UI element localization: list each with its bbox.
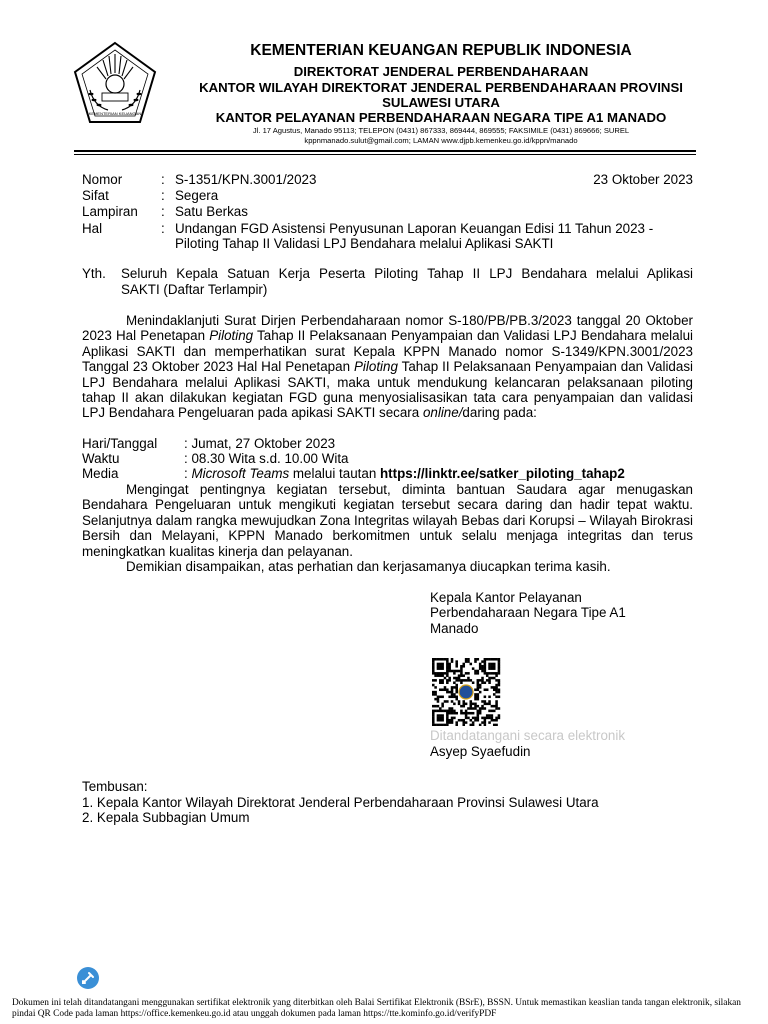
lampiran-colon: : <box>161 204 165 219</box>
paragraph-3 <box>82 559 693 574</box>
addressee-prefix: Yth. <box>82 266 106 281</box>
paragraph-1-part3: Tahap II Pelaksanaan Penyampaian dan Validasi LPJ Bendahara melalui Aplikasi SAKTI, maka untuk mendukung kelancaran pelaksanaan piloting tahap II akan dilakukan kegiatan FGD guna menyosialisasikan tata cara penyampaian dan validasi LPJ Bendahara Pengeluaran pada apikasi SAKTI secara <box>82 359 693 421</box>
signatory-name: Asyep Syaefudin <box>430 744 531 759</box>
hal-label: Hal <box>82 221 103 236</box>
bsre-icon <box>76 966 100 990</box>
nomor-value: S-1351/KPN.3001/2023 <box>175 172 317 187</box>
nomor-colon: : <box>161 172 165 187</box>
lampiran-label: Lampiran <box>82 204 138 219</box>
schedule-media-value <box>184 466 625 481</box>
signatory-title-line1: Kepala Kantor Pelayanan <box>430 590 582 605</box>
paragraph-1-em1: Piloting <box>209 328 254 344</box>
signatory-title-line3: Manado <box>430 621 479 636</box>
paragraph-1-em3: online/ <box>422 405 463 421</box>
paragraph-3-text: Demikian disampaikan, atas perhatian dan kerjasamanya diucapkan terima kasih. <box>126 559 611 574</box>
sifat-colon: : <box>161 188 165 203</box>
hal-value-line2: Piloting Tahap II Validasi LPJ Bendahara melalui Aplikasi SAKTI <box>175 236 554 251</box>
province-name: SULAWESI UTARA <box>382 95 500 110</box>
footer-e-signature-disclaimer: Dokumen ini telah ditandatangani menggunakan sertifikat elektronik yang diterbitkan oleh Balai Sertifikat Elektronik (BSrE), BSSN. Untuk memastikan keaslian tanda tangan elektronik, silakan pindai QR Code pada laman https://office.kemenkeu.go.id atau unggah dokumen pada laman https://tte.kominfo.go.id/verifyPDF <box>12 998 741 1019</box>
schedule-day-value: : Jumat, 27 Oktober 2023 <box>184 436 336 451</box>
nomor-label: Nomor <box>82 172 123 187</box>
signatory-title-line2: Perbendaharaan Negara Tipe A1 <box>430 605 626 620</box>
e-signature-note: Ditandatangani secara elektronik <box>430 728 626 743</box>
signature-qr-code[interactable] <box>430 658 502 726</box>
addressee-line2: SAKTI (Daftar Terlampir) <box>121 282 268 297</box>
paragraph-2-text: Mengingat pentingnya kegiatan tersebut, diminta bantuan Saudara agar menugaskan Bendahara Pengeluaran untuk mengikuti kegiatan tersebut secara daring dan hadir tepat waktu. Selanjutnya dalam rangka mewujudkan Zona Integritas wilayah Bebas dari Korupsi – Wilayah Birokrasi Bersih dan Melayani, KPPN Manado berkomitmen untuk selalu menjaga integritas dan terus meningkatkan kualitas kinerja dan pelayanan. <box>82 482 693 559</box>
schedule-time-value: : 08.30 Wita s.d. 10.00 Wita <box>184 451 349 466</box>
schedule-media-prefix: : <box>184 466 192 481</box>
hal-value-line1: Undangan FGD Asistensi Penyusunan Laporan Keuangan Edisi 11 Tahun 2023 - <box>175 221 654 236</box>
letter-date: 23 Oktober 2023 <box>593 172 693 187</box>
logo-text: KEMENTERIAN KEUANGAN <box>88 111 142 116</box>
paragraph-1-em2: Piloting <box>354 359 398 375</box>
paragraph-1 <box>82 313 693 421</box>
schedule-time-label: Waktu <box>82 451 120 466</box>
regional-office-name: KANTOR WILAYAH DIREKTORAT JENDERAL PERBENDAHARAAN PROVINSI <box>199 80 683 95</box>
sifat-value: Segera <box>175 188 219 203</box>
paragraph-1-part4: daring pada: <box>462 405 537 421</box>
office-address-line2: kppnmanado.sulut@gmail.com; LAMAN www.djpb.kemenkeu.go.id/kppn/manado <box>304 136 578 145</box>
office-address-line1: Jl. 17 Agustus, Manado 95113; TELEPON (0431) 867333, 869444, 869555; FAKSIMILE (0431) 869666; SUREL <box>252 126 630 135</box>
lampiran-value: Satu Berkas <box>175 204 248 219</box>
schedule-media-label: Media <box>82 466 119 481</box>
ministry-name: KEMENTERIAN KEUANGAN REPUBLIK INDONESIA <box>250 42 632 59</box>
office-name: KANTOR PELAYANAN PERBENDAHARAAN NEGARA TIPE A1 MANADO <box>215 110 667 125</box>
hal-colon: : <box>161 221 165 236</box>
directorate-name: DIREKTORAT JENDERAL PERBENDAHARAAN <box>293 64 589 79</box>
tembusan-label: Tembusan: <box>82 779 148 794</box>
meeting-link[interactable]: https://linktr.ee/satker_piloting_tahap2 <box>380 466 625 481</box>
paragraph-1-part2: Tahap II Pelaksanaan Penyampaian dan Validasi LPJ Bendahara melalui Aplikasi SAKTI dan memperhatikan surat Kepala KPPN Manado nomor S-1349/KPN.3001/2023 Tanggal 23 Oktober 2023 Hal Hal Penetapan <box>82 328 693 375</box>
tembusan-item-1: 1. Kepala Kantor Wilayah Direktorat Jenderal Perbendaharaan Provinsi Sulawesi Utara <box>82 795 599 810</box>
letterhead-divider-thin <box>74 154 696 155</box>
addressee-line1: Seluruh Kepala Satuan Kerja Peserta Piloting Tahap II LPJ Bendahara melalui Aplikasi <box>121 266 693 281</box>
sifat-label: Sifat <box>82 188 109 203</box>
tembusan-item-2: 2. Kepala Subbagian Umum <box>82 810 250 825</box>
letterhead-divider <box>74 150 696 152</box>
kemenkeu-logo <box>72 40 158 130</box>
schedule-day-label: Hari/Tanggal <box>82 436 158 451</box>
schedule-media-app: Microsoft Teams <box>191 466 290 481</box>
schedule-media-mid: melalui tautan <box>289 466 380 481</box>
paragraph-2 <box>82 482 693 559</box>
paragraph-1-part1: Menindaklanjuti Surat Dirjen Perbendaharaan nomor S-180/PB/PB.3/2023 tanggal 20 Oktober 2023 Hal Penetapan <box>82 313 693 344</box>
